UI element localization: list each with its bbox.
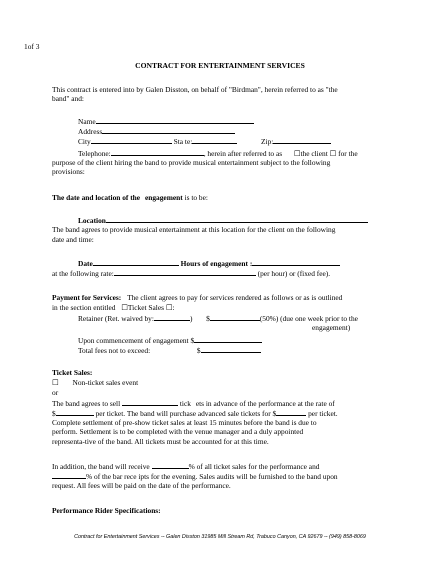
location-field[interactable]: Location (78, 215, 368, 225)
name-field[interactable]: Name (78, 116, 254, 126)
engagement-text: engagement) (312, 323, 351, 332)
or-text: or (52, 388, 59, 397)
ticket-line-2[interactable]: $ per ticket. The band will purchase advanced sale tickets for $ per ticket. (52, 409, 338, 418)
checkbox-icon[interactable]: ☐ (329, 149, 337, 158)
date-location-heading: The date and location of the engagement is to be: (52, 193, 208, 202)
ticket-line-5: representa-tive of the band. All tickets must be accounted for at this time. (52, 437, 269, 446)
telephone-field[interactable]: Telephone: , herein after referred to as ☐the client ☐ for the (78, 149, 358, 158)
purpose-line-1: purpose of the client hiring the band to provide musical entertainment subject to the following (52, 158, 331, 167)
ticket-line-3: Complete settlement of pre-show ticket sales at least 15 minutes before the band is due to (52, 418, 317, 427)
date-hours-fields[interactable]: Date Hours of engagement : (78, 258, 340, 268)
provide-line-1: The band agrees to provide musical entertainment at this location for the client on the following (52, 225, 336, 234)
ticket-sales-heading: Ticket Sales: (52, 368, 93, 377)
checkbox-icon[interactable]: ☐ (165, 303, 173, 312)
rate-field[interactable]: at the following rate: (per hour) or (fixed fee). (52, 269, 331, 278)
payment-line-2: in the section entitled ☐Ticket Sales ☐: (52, 303, 175, 312)
addition-line-2[interactable]: % of the bar rece ipts for the evening. Sales audits will be furnished to the band upon (52, 471, 338, 481)
purpose-line-2: provisions: (52, 167, 85, 176)
intro-line-1: This contract is entered into by Galen Disston, on behalf of "Birdman", herein referred to as "the (52, 85, 338, 94)
checkbox-icon[interactable]: ☐ (293, 149, 301, 158)
total-fees-field[interactable]: Total fees not to exceed: $ (78, 345, 261, 355)
checkbox-icon[interactable]: ☐ (121, 303, 128, 312)
address-field[interactable]: Address (78, 126, 235, 136)
retainer-field[interactable]: Retainer (Ret. waived by: ) $ (50%) (due one week prior to the (78, 314, 358, 323)
city-state-zip-fields[interactable]: City Sta te: Zip: (78, 136, 331, 146)
document-title: CONTRACT FOR ENTERTAINMENT SERVICES (135, 61, 305, 70)
payment-line-1: Payment for Services: The client agrees to pay for services rendered as follows or as is outlined (52, 293, 343, 302)
ticket-line-4: perform. Settlement is to be completed with the venue manager and a duly appointed (52, 427, 304, 436)
ticket-line-1[interactable]: The band agrees to sell tick ets in advance of the performance at the rate of (52, 399, 335, 408)
non-ticket-option[interactable]: ☐ Non-ticket sales event (52, 378, 139, 387)
addition-line-1[interactable]: In addition, the band will receive % of all ticket sales for the performance and (52, 462, 320, 471)
intro-line-2: band" and: (52, 94, 84, 103)
rider-heading: Performance Rider Specifications: (52, 506, 161, 515)
provide-line-2: date and time: (52, 235, 94, 244)
addition-line-3: request. All fees will be paid on the date of the performance. (52, 481, 231, 490)
commencement-field[interactable]: Upon commencement of engagement $ (78, 335, 262, 345)
page-footer: Contract for Entertainment Services -- Galen Disston 31985 Mill Stream Rd, Trabuco Canyon, CA 92679 -- (949) 858-8069 (74, 534, 366, 540)
checkbox-icon[interactable]: ☐ (52, 378, 59, 387)
page-number: 1of 3 (24, 42, 40, 51)
